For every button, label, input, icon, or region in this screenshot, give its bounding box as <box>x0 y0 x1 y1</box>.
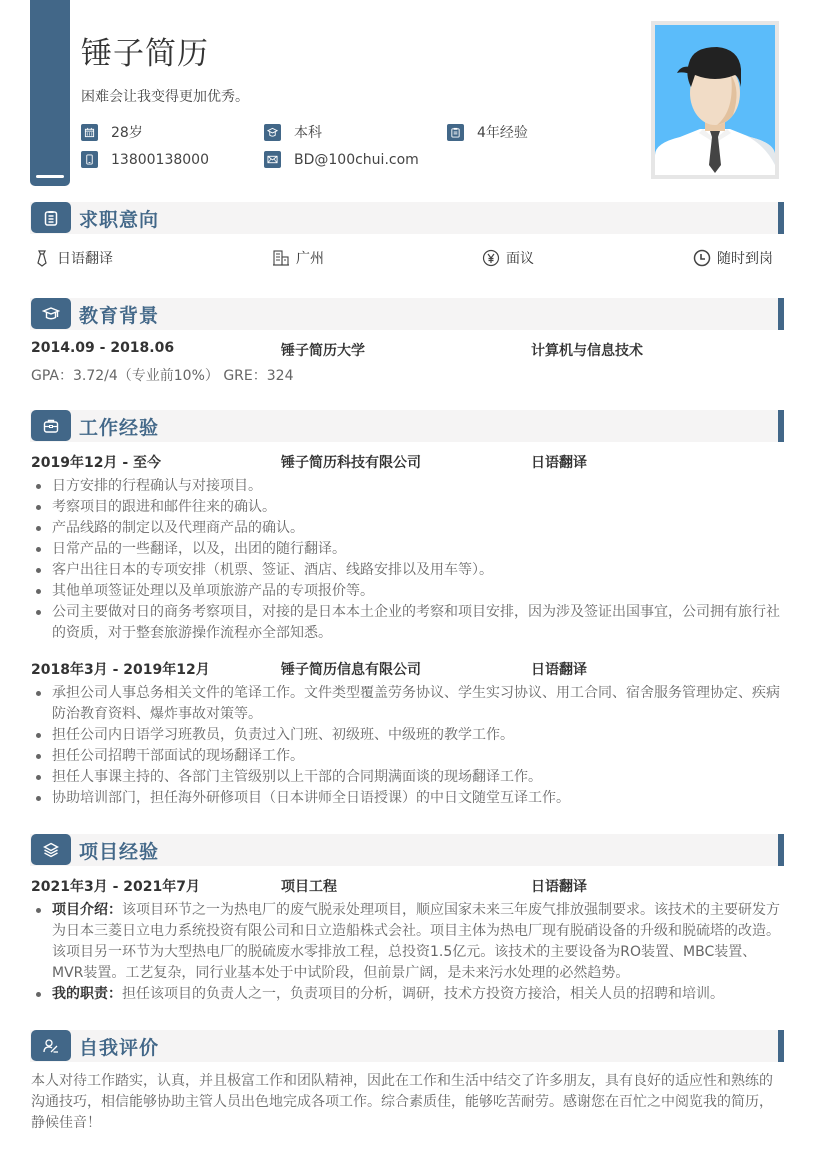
project-entry-header <box>31 876 781 896</box>
calendar-icon <box>81 124 98 141</box>
work-2-duties <box>31 683 783 809</box>
education-period: 2014.09 - 2018.06 <box>31 340 175 356</box>
education-title: 教育背景 <box>79 305 160 327</box>
projects-badge <box>31 834 71 865</box>
list-item: 产品线路的制定以及代理商产品的确认。 <box>31 518 783 539</box>
info-degree <box>264 122 322 142</box>
list-item: 其他单项签证处理以及单项旅游产品的专项报价等。 <box>31 581 783 602</box>
work-1-company: 锤子简历科技有限公司 <box>281 455 421 471</box>
info-phone-value[interactable]: 13800138000 <box>111 151 209 168</box>
project-period: 2021年3月 - 2021年7月 <box>31 879 200 895</box>
graduation-icon <box>264 124 281 141</box>
info-email <box>264 151 419 168</box>
accent-dash <box>36 175 64 178</box>
intent-salary-value: 面议 <box>506 251 534 267</box>
list-item: 担任公司招聘干部面试的现场翻译工作。 <box>31 746 783 767</box>
list-item: 客户出往日本的专项安排（机票、签证、酒店、线路安排以及用车等）。 <box>31 560 783 581</box>
intent-position <box>33 248 113 268</box>
intent-availability <box>693 248 773 268</box>
section-self-evaluation <box>30 1030 784 1062</box>
education-major: 计算机与信息技术 <box>531 343 643 359</box>
info-email-value[interactable]: BD@100chui.com <box>294 151 419 168</box>
clock-icon <box>693 249 711 267</box>
intent-city-value: 广州 <box>296 251 324 267</box>
intention-title: 求职意向 <box>79 209 160 231</box>
resume-name: 锤子简历 <box>81 36 209 72</box>
clipboard-icon <box>42 209 60 227</box>
list-item: 担任人事课主持的、各部门主管级别以上干部的合同期满面谈的现场翻译工作。 <box>31 767 783 788</box>
list-item <box>31 984 783 1005</box>
phone-icon <box>81 151 98 168</box>
project-duty-label: 我的职责： <box>52 986 122 1002</box>
education-school: 锤子简历大学 <box>281 343 365 359</box>
work-entry-2-header <box>31 659 781 679</box>
list-item: 日常产品的一些翻译，以及，出团的随行翻译。 <box>31 539 783 560</box>
work-title: 工作经验 <box>79 417 160 439</box>
info-experience-value: 4年经验 <box>477 125 528 141</box>
info-experience <box>447 122 528 142</box>
education-badge <box>31 298 71 329</box>
user-edit-icon <box>42 1037 60 1055</box>
list-item: 协助培训部门，担任海外研修项目（日本讲师全日语授课）的中日文随堂互译工作。 <box>31 788 783 809</box>
info-age-value: 28岁 <box>111 125 143 141</box>
profile-photo <box>651 21 779 179</box>
self-evaluation-title: 自我评价 <box>79 1037 160 1059</box>
intent-availability-value: 随时到岗 <box>717 251 773 267</box>
intent-city <box>272 248 324 268</box>
list-item <box>31 900 783 984</box>
work-1-period: 2019年12月 - 至今 <box>31 455 162 471</box>
work-badge <box>31 410 71 441</box>
intention-badge <box>31 202 71 233</box>
self-evaluation-badge <box>31 1030 71 1061</box>
project-duty-text: 担任该项目的负责人之一，负责项目的分析，调研，技术方投资方接洽，相关人员的招聘和培训。 <box>122 986 724 1002</box>
layers-icon <box>42 841 60 859</box>
self-evaluation-text: 本人对待工作踏实，认真，并且极富工作和团队精神，因此在工作和生活中结交了许多朋友，具有良好的适应性和熟练的沟通技巧，相信能够协助主管人员出色地完成各项工作。综合素质佳，能够吃苦耐劳。感谢您在百忙之中阅览我的简历，静候佳音！ <box>31 1073 773 1131</box>
work-2-role: 日语翻译 <box>531 662 587 678</box>
work-1-duties <box>31 476 783 644</box>
list-item: 日方安排的行程确认与对接项目。 <box>31 476 783 497</box>
avatar-illustration <box>655 25 775 175</box>
header-accent-bar <box>30 0 70 186</box>
section-education <box>30 298 784 330</box>
tie-icon <box>33 249 51 267</box>
work-2-period: 2018年3月 - 2019年12月 <box>31 662 210 678</box>
section-intention <box>30 202 784 234</box>
education-entry-header <box>31 340 781 360</box>
work-1-role: 日语翻译 <box>531 455 587 471</box>
project-role: 日语翻译 <box>531 879 587 895</box>
education-detail: GPA：3.72/4（专业前10%） GRE：324 <box>31 368 294 384</box>
intent-position-value: 日语翻译 <box>57 251 113 267</box>
project-name: 项目工程 <box>281 879 337 895</box>
yen-icon <box>482 249 500 267</box>
intent-salary <box>482 248 534 268</box>
clipboard-icon <box>447 124 464 141</box>
project-details <box>31 900 783 1005</box>
mail-icon <box>264 151 281 168</box>
info-age <box>81 122 143 142</box>
info-phone <box>81 151 209 168</box>
projects-title: 项目经验 <box>79 841 160 863</box>
project-intro-label: 项目介绍： <box>52 902 122 918</box>
section-projects <box>30 834 784 866</box>
work-entry-1-header <box>31 452 781 472</box>
graduation-cap-icon <box>42 305 60 323</box>
work-2-company: 锤子简历信息有限公司 <box>281 662 421 678</box>
list-item: 考察项目的跟进和邮件往来的确认。 <box>31 497 783 518</box>
list-item: 担任公司内日语学习班教员，负责过入门班、初级班、中级班的教学工作。 <box>31 725 783 746</box>
section-work <box>30 410 784 442</box>
briefcase-icon <box>42 417 60 435</box>
building-icon <box>272 249 290 267</box>
info-degree-value: 本科 <box>294 125 322 141</box>
list-item: 承担公司人事总务相关文件的笔译工作。文件类型覆盖劳务协议、学生实习协议、用工合同、宿舍服务管理协定、疾病防治教育资料、爆炸事故对策等。 <box>31 683 783 725</box>
resume-motto: 困难会让我变得更加优秀。 <box>81 89 249 105</box>
list-item: 公司主要做对日的商务考察项目，对接的是日本本土企业的考察和项目安排，因为涉及签证出国事宜，公司拥有旅行社的资质，对于整套旅游操作流程亦全部知悉。 <box>31 602 783 644</box>
project-intro-text: 该项目环节之一为热电厂的废气脱汞处理项目，顺应国家未来三年废气排放强制要求。该技术的主要研发方为日本三菱日立电力系统投资有限公司和日立造船株式会社。项目主体为热电厂现有脱硝设备的升级和脱硫塔的改造。该项目另一环节为大型热电厂的脱硫废水零排放工程，总投资1.5亿元。该技术的主要设备为RO装置、MBC装置、MVR装置。工艺复杂，同行业基本处于中试阶段，但前景广阔，是未来污水处理的必然趋势。 <box>52 902 780 981</box>
